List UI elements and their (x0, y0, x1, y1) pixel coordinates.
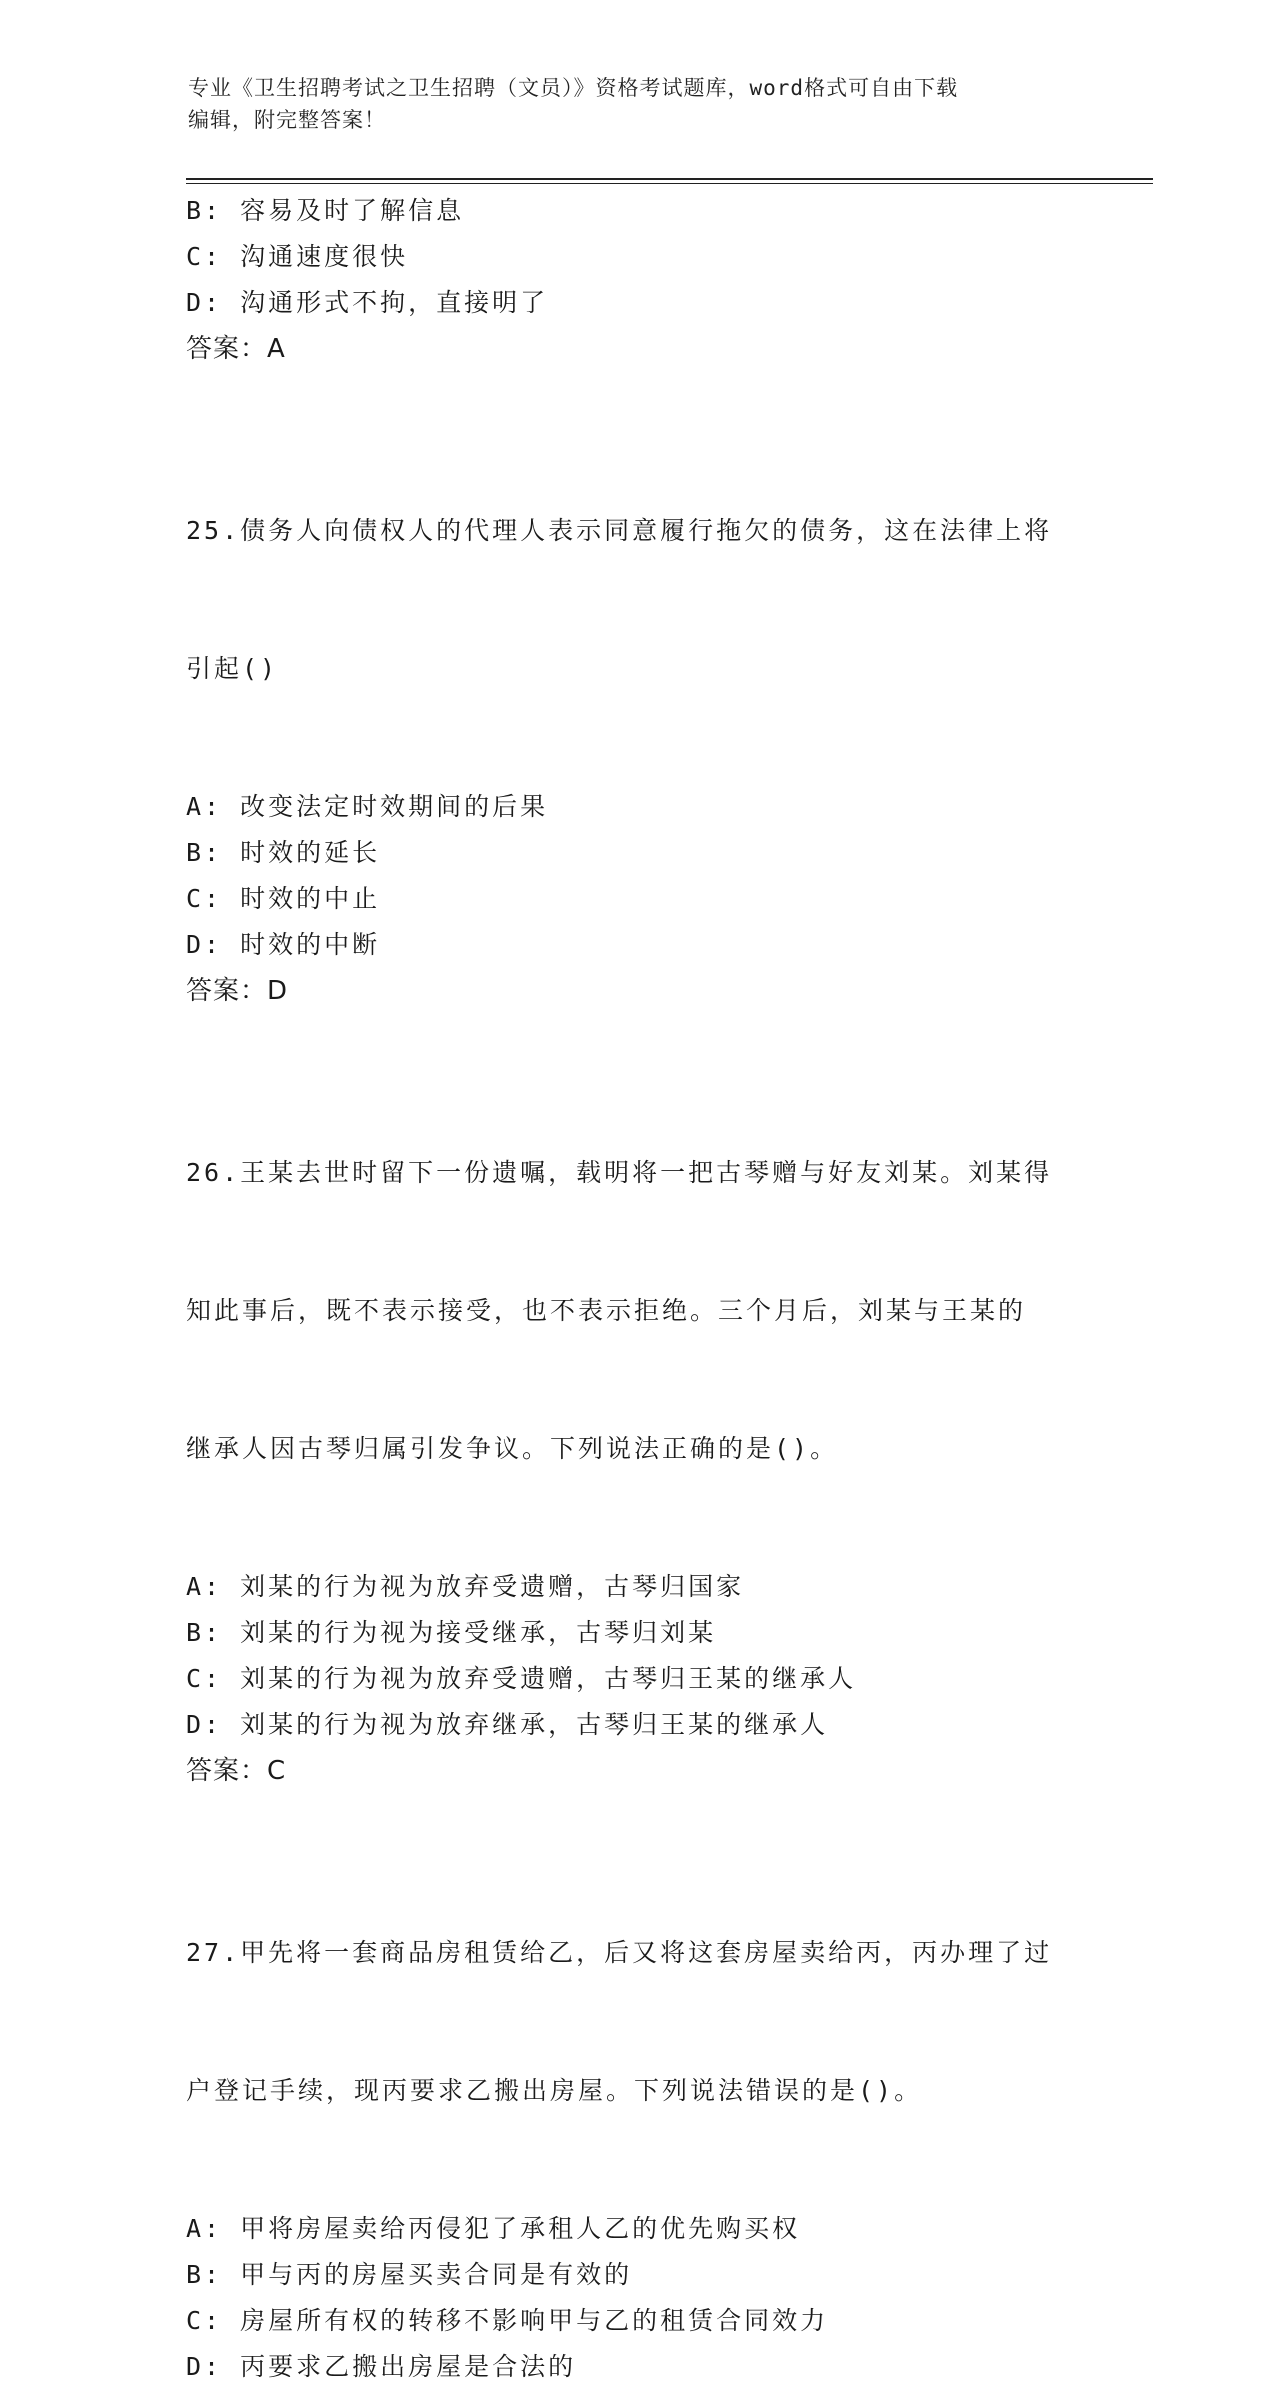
option-c: C: 刘某的行为视为放弃受遗赠，古琴归王某的继承人 (186, 1664, 857, 1693)
question-stem (186, 1058, 1086, 1564)
question-content (186, 188, 1086, 2390)
question-26 (186, 1058, 1086, 1794)
answer-line: 答案：C (186, 1756, 287, 1786)
header-line-2: 编辑，附完整答案！ (188, 108, 386, 132)
question-stem (186, 1838, 1086, 2206)
document-header (188, 72, 1088, 136)
option-d: D: 时效的中断 (186, 930, 381, 959)
option-d: D: 丙要求乙搬出房屋是合法的 (186, 2352, 577, 2381)
question-25 (186, 416, 1086, 1014)
option-a: A: 改变法定时效期间的后果 (186, 792, 549, 821)
option-a: A: 甲将房屋卖给丙侵犯了承租人乙的优先购买权 (186, 2214, 801, 2243)
option-a: A: 刘某的行为视为放弃受遗赠，古琴归国家 (186, 1572, 745, 1601)
option-d: D: 刘某的行为视为放弃继承，古琴归王某的继承人 (186, 1710, 829, 1739)
stem-line: 25.债务人向债权人的代理人表示同意履行拖欠的债务，这在法律上将 (186, 516, 1053, 545)
question-stem (186, 416, 1086, 784)
header-rule-thin (186, 183, 1153, 184)
header-rule-thick (186, 178, 1153, 180)
question-27 (186, 1838, 1086, 2390)
option-b: B: 刘某的行为视为接受继承，古琴归刘某 (186, 1618, 717, 1647)
answer-line: 答案：A (186, 334, 286, 364)
option-b: B: 容易及时了解信息 (186, 196, 465, 225)
stem-line: 26.王某去世时留下一份遗嘱，载明将一把古琴赠与好友刘某。刘某得 (186, 1158, 1053, 1187)
stem-line: 继承人因古琴归属引发争议。下列说法正确的是()。 (186, 1434, 839, 1463)
option-b: B: 甲与丙的房屋买卖合同是有效的 (186, 2260, 633, 2289)
option-c: C: 房屋所有权的转移不影响甲与乙的租赁合同效力 (186, 2306, 829, 2335)
answer-line: 答案：D (186, 976, 289, 1006)
header-line-1: 专业《卫生招聘考试之卫生招聘（文员）》资格考试题库，word格式可自由下载 (188, 76, 959, 100)
option-d: D: 沟通形式不拘，直接明了 (186, 288, 549, 317)
stem-line: 27.甲先将一套商品房租赁给乙，后又将这套房屋卖给丙，丙办理了过 (186, 1938, 1053, 1967)
option-c: C: 沟通速度很快 (186, 242, 409, 271)
question-24-tail (186, 188, 1086, 372)
stem-line: 户登记手续，现丙要求乙搬出房屋。下列说法错误的是()。 (186, 2076, 923, 2105)
option-c: C: 时效的中止 (186, 884, 381, 913)
stem-line: 引起() (186, 654, 279, 683)
stem-line: 知此事后，既不表示接受，也不表示拒绝。三个月后，刘某与王某的 (186, 1296, 1027, 1325)
option-b: B: 时效的延长 (186, 838, 381, 867)
